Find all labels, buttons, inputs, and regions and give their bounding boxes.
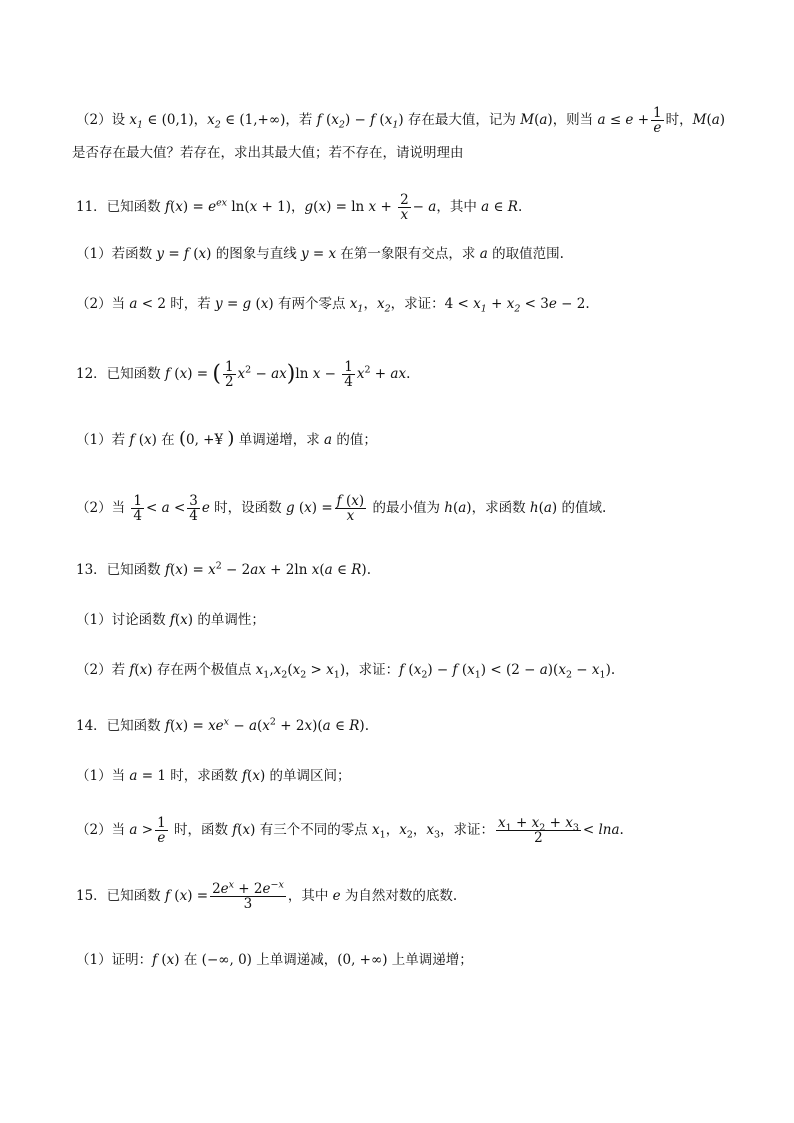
item-14: 14．已知函数 $f(x) = xe^x - a(x^2 + 2x)(a$ ∈ R). [76,716,369,734]
item-11-1: （1）若函数 y = f (x) 的图象与直线 y = x 在第一象限有交点，求 a 的取值范围. [76,246,564,262]
item-15-1: （1）证明：f (x) 在 (−∞, 0) 上单调递减，(0, +∞) 上单调递增； [76,952,473,968]
item-12-2: （2）当 $\frac{1}{4}$ < a < $\frac{3}{4}$ e 时，设函数 g (x) = $\frac{f (x)}{x}$ 的最小值为 h(a)，求函数 h(a) 的值域. [76,493,607,524]
text: （2）设 [76,112,130,128]
formula: $x_1$ ∈ (0,1) [129,112,194,131]
item-13-1: （1）讨论函数 f(x) 的单调性； [76,612,265,628]
item-1-cont: 是否存在最大值？若存在，求出其最大值；若不存在，请说明理由 [72,145,464,161]
item-14-1: （1）当 a = 1 时，求函数 f(x) 的单调区间； [76,768,351,784]
item-11: 11．已知函数 $f(x) = e^{ex}$ ln(x + 1)，g(x) = ln x + $\frac{2}{x}$ − a，其中 a ∈ R. [76,192,523,223]
item-13-2: （2）若 f(x) 存在两个极值点 $x_1,x_2(x_2 > x_1)$，求证：f $(x_2) - f$ $(x_1) < (2 - a)(x_2 - x_1)$. [76,662,616,681]
item-13: 13．已知函数 $f(x) = x^2 - 2ax + 2\ln$ x(a ∈ R). [76,560,371,578]
item-11-2: （2）当 a < 2 时，若 y = g (x) 有两个零点 $x_1$，$x_2$，求证：$4 < x_1 + x_2 < 3e - 2$. [76,296,590,315]
item-15: 15．已知函数 f (x) = $\frac{2e^x + 2e^{-x}}{3}$ ，其中 e 为自然对数的底数. [76,879,458,912]
item-1: （2）设 $x_1$ ∈ (0,1)，$x_2$ ∈ (1,+∞)，若 f $(x_2) - f$ $(x_1)$ 存在最大值，记为 M(a)，则当 a ≤ e + $\frac{1}{e}$ 时，M(a) [76,105,726,136]
item-14-2: （2）当 a > $\frac{1}{e}$ 时，函数 f(x) 有三个不同的零点 $x_1$，$x_2$，$x_3$，求证： $\frac{x_1 + x_2 + x_3}{2}$ < lna. [76,815,624,846]
item-12-1: （1）若 f (x) 在 (0, +¥ ) 单调递增，求 a 的值； [76,428,377,449]
item-12: 12．已知函数 f (x) = ( $\frac{1}{2}$ $x^2 - ax)\ln$ x − $\frac{1}{4}$ $x^2$ + ax. [76,359,411,390]
